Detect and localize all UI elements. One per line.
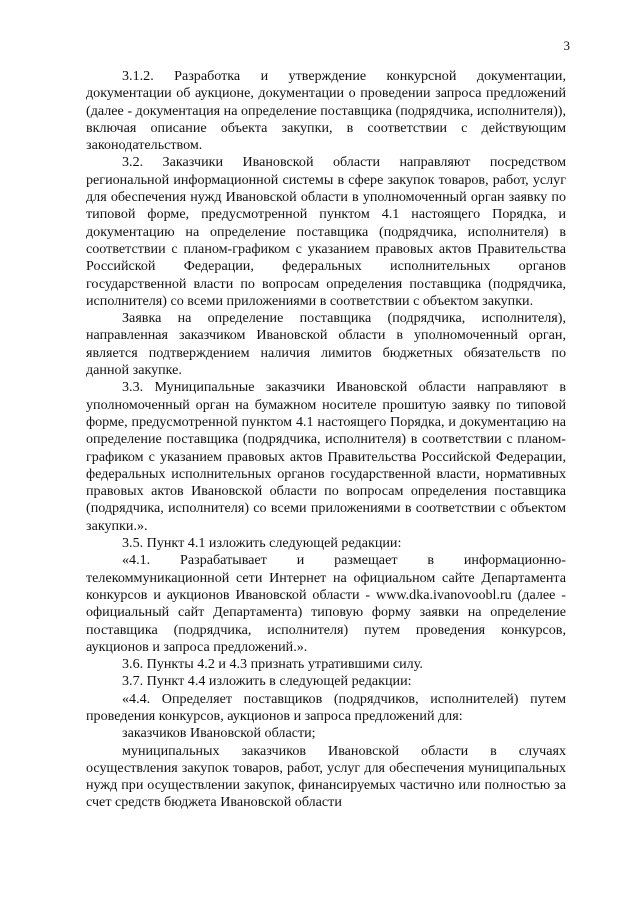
paragraph-application-note: Заявка на определение поставщика (подрядчика, исполнителя), направленная заказчиком Ивановской области в уполномоченный орган, является подтверждением наличия лимитов бюджетных обязательств по данной закупке. — [86, 310, 566, 379]
document-body — [86, 68, 566, 812]
paragraph-4-4: «4.4. Определяет поставщиков (подрядчиков, исполнителей) путем проведения конкурсов, аукционов и запроса предложений для: — [86, 690, 566, 724]
paragraph-3-3: 3.3. Муниципальные заказчики Ивановской области направляют в уполномоченный орган на бумажном носителе прошитую заявку по типовой форме, предусмотренной пунктом 4.1 настоящего Порядка, и документацию на определение поставщика (подрядчика, исполнителя) в соответствии с планом-графиком с указанием правовых актов Правительства Российской Федерации, федеральных исполнительных органов государственной власти, нормативных правовых актов Ивановской области по вопросам определения поставщика (подрядчика, исполнителя) со всеми приложениями в соответствии с объектом закупки.». — [86, 379, 566, 534]
paragraph-regional-customers: заказчиков Ивановской области; — [122, 725, 316, 742]
paragraph-4-1: «4.1. Разрабатывает и размещает в информационно-телекоммуникационной сети Интернет на официальном сайте Департамента конкурсов и аукционов Ивановской области - www.dka.ivanovoobl.ru (далее - официальный сайт Департамента) типовую форму заявки на определение поставщика (подрядчика, исполнителя) путем проведения конкурсов, аукционов и запроса предложений.». — [86, 552, 566, 655]
paragraph-3-7: 3.7. Пункт 4.4 изложить в следующей редакции: — [122, 673, 412, 690]
paragraph-3-5: 3.5. Пункт 4.1 изложить следующей редакции: — [122, 535, 402, 552]
paragraph-municipal-customers: муниципальных заказчиков Ивановской области в случаях осуществления закупок товаров, работ, услуг для обеспечения муниципальных нужд при осуществлении закупок, финансируемых частично или полностью за счет средств бюджета Ивановской области — [86, 742, 566, 811]
page-number: 3 — [563, 38, 570, 53]
paragraph-3-2: 3.2. Заказчики Ивановской области направляют посредством региональной информационной системы в сфере закупок товаров, работ, услуг для обеспечения нужд Ивановской области в уполномоченный орган заявку по типовой форме, предусмотренной пунктом 4.1 настоящего Порядка, и документацию на определение поставщика (подрядчика, исполнителя) в соответствии с планом-графиком с указанием правовых актов Правительства Российской Федерации, федеральных исполнительных органов государственной власти по вопросам определения поставщика (подрядчика, исполнителя) со всеми приложениями в соответствии с объектом закупки. — [86, 154, 566, 309]
paragraph-3-6: 3.6. Пункты 4.2 и 4.3 признать утратившими силу. — [122, 656, 423, 673]
paragraph-3-1-2: 3.1.2. Разработка и утверждение конкурсной документации, документации об аукционе, документации о проведении запроса предложений (далее - документация на определение поставщика (подрядчика, исполнителя)), включая описание объекта закупки, в соответствии с действующим законодательством. — [86, 68, 566, 154]
